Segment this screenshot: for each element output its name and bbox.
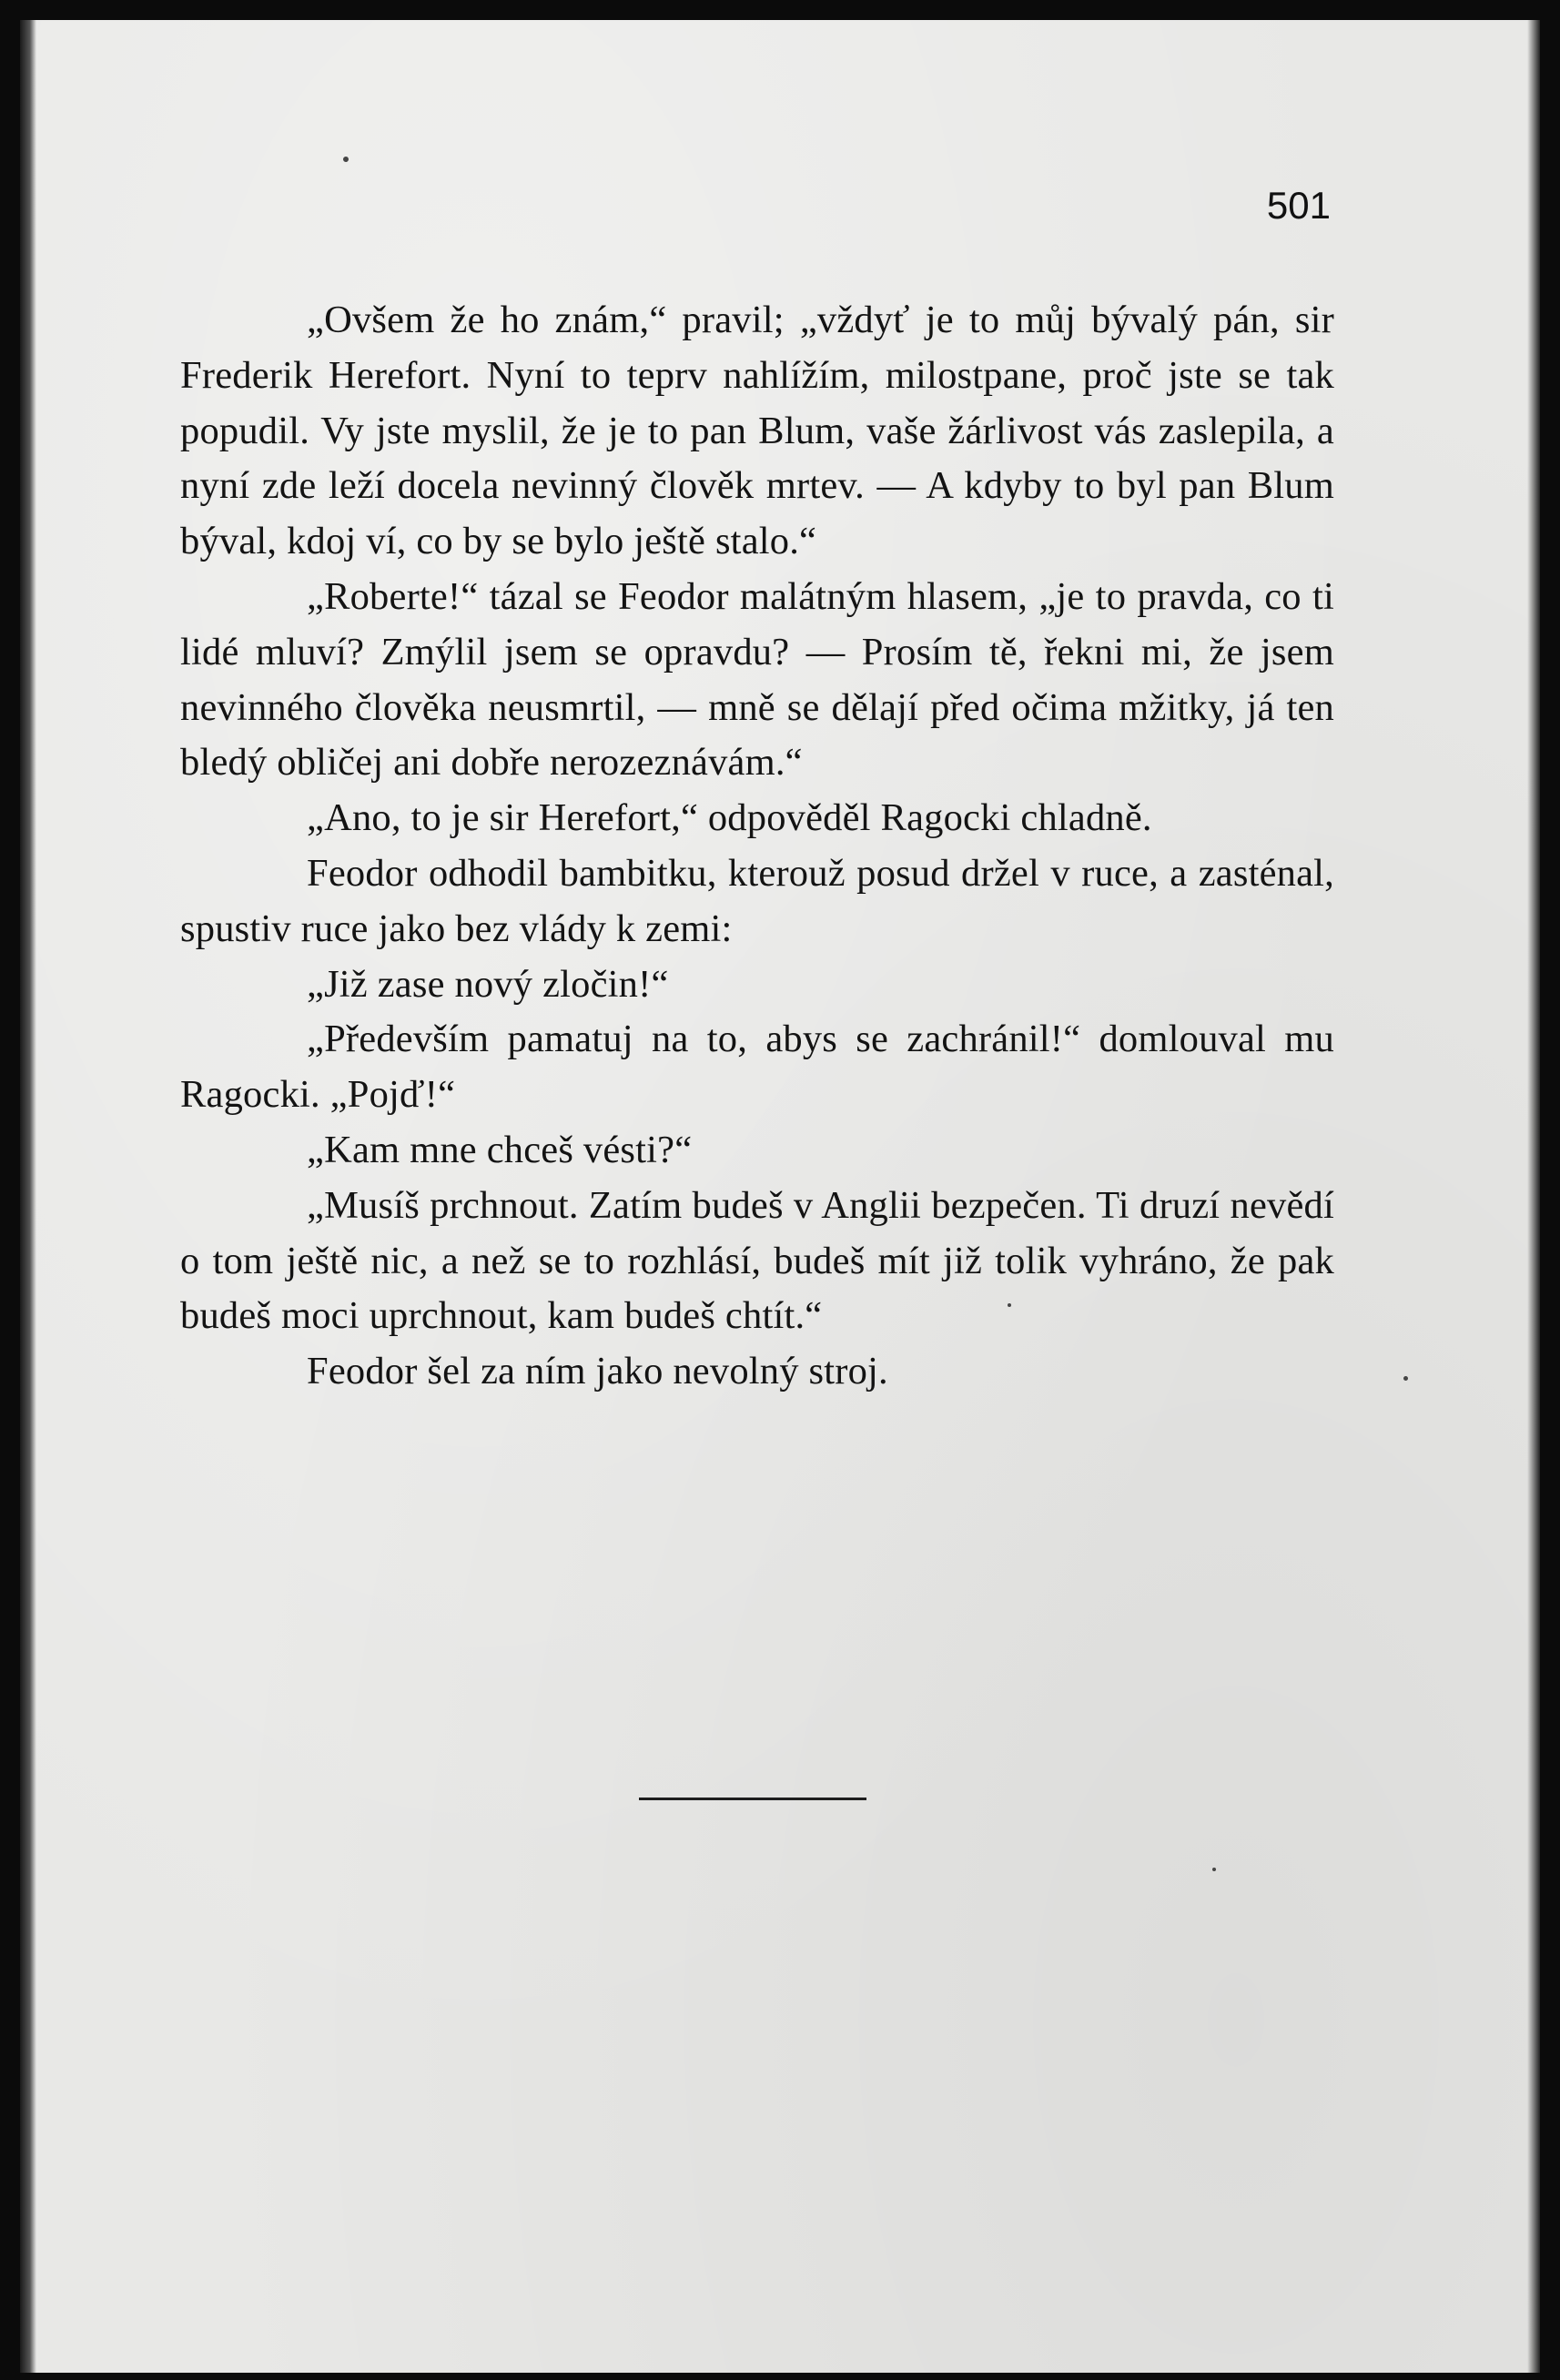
paragraph-6: „Především pamatuj na to, abys se zachránil!“ domlouval mu Ragocki. „Pojď!“	[180, 1018, 1334, 1117]
paper-speck	[1008, 1303, 1011, 1307]
paper-speck	[1212, 1868, 1216, 1871]
page-edge-shadow	[1527, 20, 1540, 2373]
paragraph-7: „Kam mne chceš vésti?“	[307, 1128, 693, 1171]
body-text	[180, 293, 1334, 1400]
page-number: 501	[1266, 184, 1331, 227]
paragraph-8: „Musíš prchnout. Zatím budeš v Anglii bezpečen. Ti druzí nevědí o tom ještě nic, a než se to rozhlásí, budeš mít již tolik vyhráno, že pak budeš moci uprchnout, kam budeš chtít.“	[180, 1183, 1334, 1338]
book-spine-shadow	[20, 20, 36, 2373]
paragraph-3: „Ano, to je sir Herefort,“ odpověděl Ragocki chladně.	[307, 796, 1152, 840]
paper-speck	[343, 157, 349, 162]
chapter-end-rule	[639, 1798, 866, 1800]
paragraph-1: „Ovšem že ho znám,“ pravil; „vždyť je to můj bývalý pán, sir Frederik Herefort. Nyní to teprv nahlížím, milostpane, proč jste se tak popudil. Vy jste myslil, že je to pan Blum, vaše žárlivost vás zaslepila, a nyní zde leží docela nevinný člověk mrtev. — A kdyby to byl pan Blum býval, kdoj ví, co by se bylo ještě stalo.“	[180, 299, 1334, 563]
paragraph-4: Feodor odhodil bambitku, kterouž posud držel v ruce, a zasténal, spustiv ruce jako bez vlády k zemi:	[180, 851, 1334, 950]
paragraph-9: Feodor šel za ním jako nevolný stroj.	[307, 1350, 888, 1393]
paragraph-5: „Již zase nový zločin!“	[307, 962, 669, 1006]
paragraph-2: „Roberte!“ tázal se Feodor malátným hlasem, „je to pravda, co ti lidé mluví? Zmýlil jsem se opravdu? — Prosím tě, řekni mi, že jsem nevinného člověka neusmrtil, — mně se dělají před očima mžitky, já ten bledý obličej ani dobře nerozeznávám.“	[180, 574, 1334, 785]
paper-speck	[1403, 1376, 1408, 1381]
book-page	[20, 20, 1540, 2373]
